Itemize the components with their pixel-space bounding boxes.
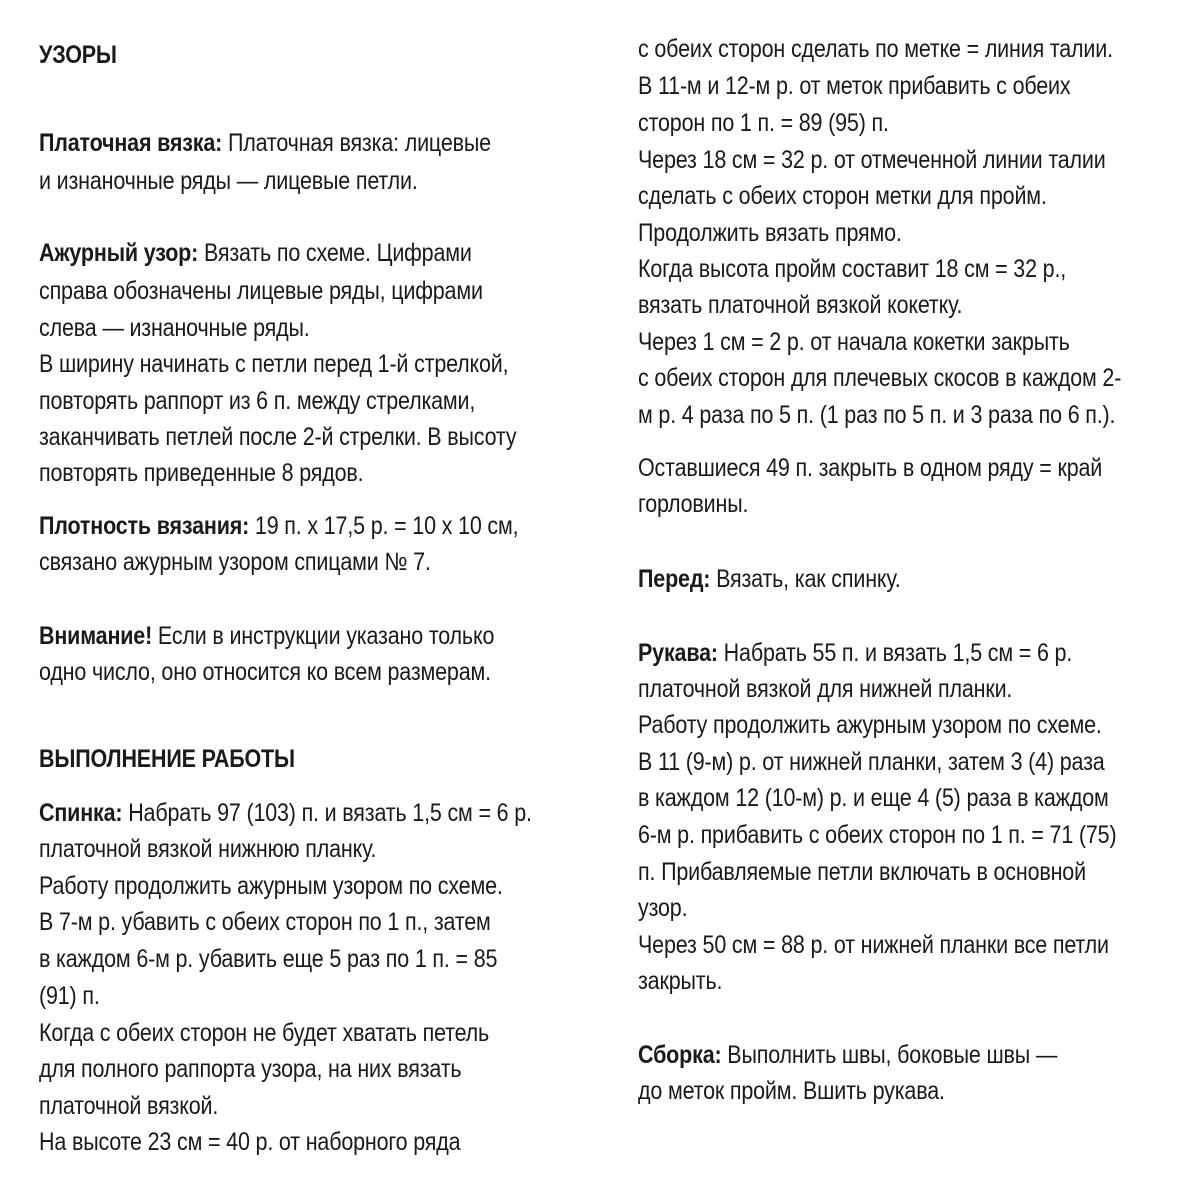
garter-para-line: Платочная вязка: Платочная вязка: лицевые — [39, 129, 491, 157]
back-cont-line: Продолжить вязать прямо. — [638, 219, 902, 247]
back-cont-line: сторон по 1 п. = 89 (95) п. — [638, 109, 889, 137]
sleeves-para-line: Рукава: Набрать 55 п. и вязать 1,5 см = 6 р. — [638, 639, 1073, 667]
back-cont-line: Когда высота пройм составит 18 см = 32 р., — [638, 255, 1067, 283]
gauge-label: Плотность вязания: — [39, 512, 250, 540]
back-cont-line: вязать платочной вязкой кокетку. — [638, 291, 963, 319]
sleeves-para-line: закрыть. — [638, 967, 723, 995]
assembly-para-line: до меток пройм. Вшить рукава. — [638, 1077, 945, 1105]
back-para-line: Когда с обеих сторон не будет хватать петель — [39, 1019, 490, 1047]
assembly-label: Сборка: — [638, 1041, 722, 1069]
gauge-para-line: Плотность вязания: 19 п. х 17,5 р. = 10 х 10 см, — [39, 512, 519, 540]
sleeves-para-line: узор. — [638, 894, 688, 922]
back-para-line: Работу продолжить ажурным узором по схеме. — [39, 872, 503, 900]
gauge-para-line: связано ажурным узором спицами № 7. — [39, 548, 431, 576]
lace-para-line: Ажурный узор: Вязать по схеме. Цифрами — [39, 239, 472, 267]
lace-para-line: справа обозначены лицевые ряды, цифрами — [39, 277, 483, 305]
garter-para-line: и изнаночные ряды — лицевые петли. — [39, 167, 418, 195]
back-label: Спинка: — [39, 799, 123, 827]
garter-label: Платочная вязка: — [39, 129, 223, 157]
back-cont-line: Через 1 см = 2 р. от начала кокетки закрыть — [638, 328, 1070, 356]
back-para-line: На высоте 23 см = 40 р. от наборного ряда — [39, 1128, 461, 1156]
sleeves-para-line: п. Прибавляемые петли включать в основной — [638, 858, 1086, 886]
back-cont-line: В 11-м и 12-м р. от меток прибавить с обеих — [638, 72, 1071, 100]
back-cont-line: с обеих сторон сделать по метке = линия талии. — [638, 35, 1113, 63]
sleeves-para-line: 6-м р. прибавить с обеих сторон по 1 п. = 71 (75) — [638, 821, 1117, 849]
sleeves-para-line: в каждом 12 (10-м) р. и еще 4 (5) раза в каждом — [638, 784, 1109, 812]
back-para-line: для полного раппорта узора, на них вязать — [39, 1055, 462, 1083]
note-para-line: одно число, оно относится ко всем размерам. — [39, 658, 491, 686]
sleeves-para-line: В 11 (9-м) р. от нижней планки, затем 3 (4) раза — [638, 748, 1105, 776]
lace-para-line: слева — изнаночные ряды. — [39, 314, 310, 342]
back-cont-line: горловины. — [638, 490, 749, 518]
sleeves-para-line: платочной вязкой для нижней планки. — [638, 675, 1013, 703]
lace-para-line: повторять приведенные 8 рядов. — [39, 459, 364, 487]
back-cont-line: с обеих сторон для плечевых скосов в каждом 2- — [638, 364, 1122, 392]
assembly-para-line: Сборка: Выполнить швы, боковые швы — — [638, 1041, 1058, 1069]
back-cont-line: Через 18 см = 32 р. от отмеченной линии талии — [638, 146, 1106, 174]
front-label: Перед: — [638, 565, 711, 593]
lace-para-line: В ширину начинать с петли перед 1-й стрелкой, — [39, 350, 509, 378]
sleeves-label: Рукава: — [638, 639, 718, 667]
back-para-line: в каждом 6-м р. убавить еще 5 раз по 1 п. = 85 — [39, 945, 498, 973]
back-cont-line: Оставшиеся 49 п. закрыть в одном ряду = край — [638, 454, 1103, 482]
sleeves-para-line: Работу продолжить ажурным узором по схеме. — [638, 711, 1102, 739]
heading-patterns: УЗОРЫ — [39, 41, 117, 69]
back-para-line: (91) п. — [39, 982, 100, 1010]
back-cont-line: м р. 4 раза по 5 п. (1 раз по 5 п. и 3 раза по 6 п.). — [638, 401, 1116, 429]
sleeves-para-line: Через 50 см = 88 р. от нижней планки все петли — [638, 931, 1109, 959]
back-para-line: Спинка: Набрать 97 (103) п. и вязать 1,5 см = 6 р. — [39, 799, 532, 827]
heading-work: ВЫПОЛНЕНИЕ РАБОТЫ — [39, 745, 295, 773]
back-para-line: платочной вязкой нижнюю планку. — [39, 835, 377, 863]
note-para-line: Внимание! Если в инструкции указано только — [39, 622, 495, 650]
note-label: Внимание! — [39, 622, 153, 650]
lace-para-line: заканчивать петлей после 2-й стрелки. В высоту — [39, 423, 517, 451]
back-cont-line: сделать с обеих сторон метки для пройм. — [638, 182, 1047, 210]
lace-label: Ажурный узор: — [39, 239, 199, 267]
back-para-line: платочной вязкой. — [39, 1092, 219, 1120]
back-para-line: В 7-м р. убавить с обеих сторон по 1 п., затем — [39, 908, 491, 936]
lace-para-line: повторять раппорт из 6 п. между стрелками, — [39, 387, 476, 415]
front-para-line: Перед: Вязать, как спинку. — [638, 565, 901, 593]
